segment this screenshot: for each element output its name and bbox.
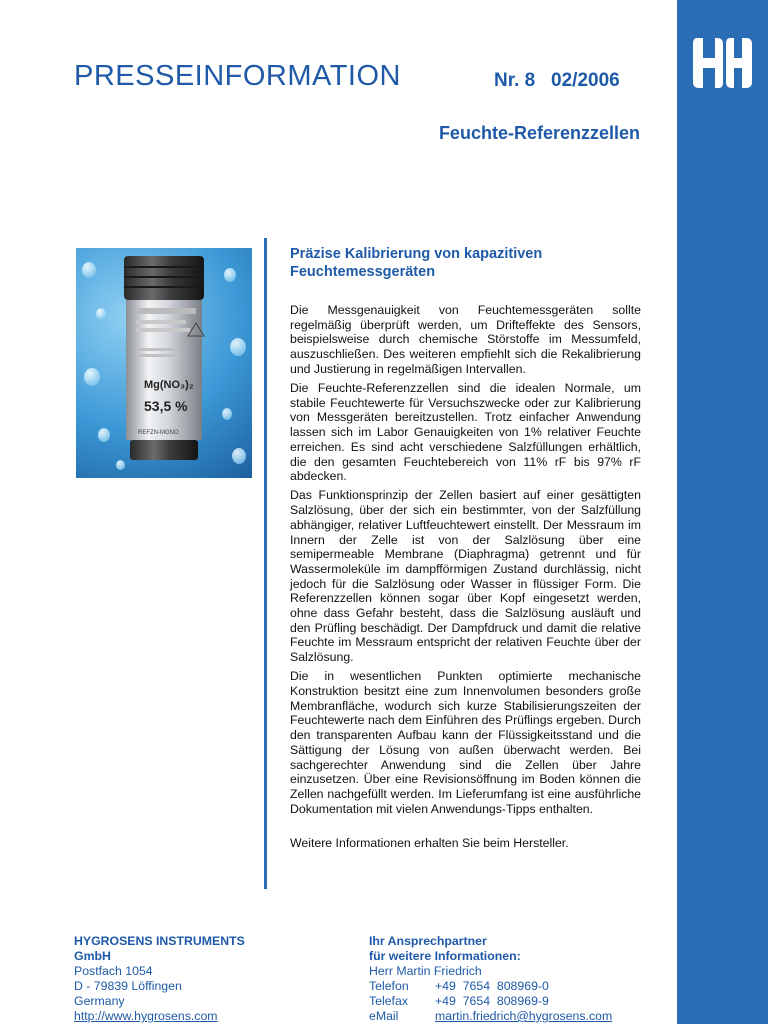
fax-row [369, 994, 669, 1009]
issue-info [494, 70, 620, 92]
page-title: PRESSEINFORMATION [74, 60, 401, 92]
address-line: Postfach 1054 [74, 964, 153, 978]
company-info [74, 934, 304, 1024]
issue-date: 02/2006 [551, 70, 620, 91]
cell-label-model: REFZN-MGNO [138, 430, 179, 436]
page-subtitle: Feuchte-Referenzzellen [438, 123, 640, 143]
contact-name: Herr Martin Friedrich [369, 964, 482, 978]
contact-info [369, 934, 669, 1024]
email-link[interactable]: martin.friedrich@hygrosens.com [435, 1009, 613, 1023]
hygrosens-logo [689, 34, 756, 92]
article-body [290, 303, 641, 856]
phone-label: Telefon [369, 979, 409, 993]
phone-value: +49 7654 808969-0 [435, 979, 549, 993]
email-row [369, 1009, 669, 1024]
website-link[interactable]: http://www.hygrosens.com [74, 1009, 218, 1023]
email-label: eMail [369, 1009, 399, 1023]
article-closing: Weitere Informationen erhalten Sie beim Hersteller. [290, 836, 569, 851]
brand-sidebar [677, 0, 768, 1024]
article-paragraph: Die Feuchte-Referenzzellen sind die idealen Normale, um stabile Feuchtewerte für Versuchszwecke oder zur Kalibrierung von Messgeräten bereitzustellen. Trotz einfacher Anwendung lassen sich im Labor Genauigkeiten von 1% relativer Feuchte erreichen. Es sind acht verschiedene Salzfüllungen erhältlich, die den gesamten Feuchtebereich von 11% rF bis 97% rF abdecken. [290, 381, 641, 484]
fax-value: +49 7654 808969-9 [435, 994, 549, 1008]
article-paragraph: Die in wesentlichen Punkten optimierte mechanische Konstruktion besitzt eine zum Innenvolumen besonders große Membranfläche, wodurch sich kurze Stabilisierungszeiten der Feuchtewerte nach dem Einführen des Prüflings ergeben. Durch den transparenten Aufbau kann der Flüssigkeitsstand und die Sättigung der Lösung von außen überwacht werden. Bei sachgerechter Anwendung sind die Zellen über Jahre einzusetzen. Über eine Revisionsöffnung im Boden können die Zellen nachgefüllt werden. Im Lieferumfang ist eine ausführliche Dokumentation mit vielen Anwendungs-Tipps enthalten. [290, 669, 641, 816]
address-country: Germany [74, 994, 125, 1008]
cell-label-formula: Mg(NO₃)₂ [144, 379, 194, 391]
contact-heading: für weitere Informationen: [369, 949, 521, 963]
address-line: D - 79839 Löffingen [74, 979, 182, 993]
article-paragraph: Die Messgenauigkeit von Feuchtemessgeräten sollte regelmäßig überprüft werden, um Drifteffekte des Sensors, beispielsweise durch chemische Störstoffe im Messumfeld, auszuschließen. Des weiteren empfiehlt sich die Rekalibrierung und Justierung in regelmäßigen Intervallen. [290, 303, 641, 376]
issue-number: Nr. 8 [494, 70, 536, 91]
content-divider [264, 238, 267, 889]
reference-cell-image [76, 248, 252, 478]
phone-row [369, 979, 669, 994]
article-paragraph: Das Funktionsprinzip der Zellen basiert auf einer gesättigten Salzlösung, über der sich ein bestimmter, von der Salzfüllung abhängiger, relativer Luftfeuchtewert einstellt. Der Messraum im Innern der Zelle ist von der Salzlösung über eine semipermeable Membrane (Diaphragma) getrennt und für Wassermoleküle im dampfförmigen Zustand durchlässig, nicht jedoch für die Salzlösung oder Wasser in flüssiger Form. Die Referenzzellen können sogar über Kopf eingesetzt werden, ohne dass Gefahr besteht, dass die Salzlösung ausläuft und den Prüfling beschädigt. Der Dampfdruck und damit die relative Feuchte im Messraum entspricht der relativen Feuchte über der Salzlösung. [290, 488, 641, 665]
contact-heading: Ihr Ansprechpartner [369, 934, 487, 948]
company-name-suffix: GmbH [74, 949, 111, 963]
product-photo [76, 248, 252, 478]
article-headline: Präzise Kalibrierung von kapazitiven Feuchtemessgeräten [290, 246, 543, 280]
company-name: HYGROSENS INSTRUMENTS [74, 934, 245, 948]
cell-label-value: 53,5 % [144, 398, 188, 414]
fax-label: Telefax [369, 994, 408, 1008]
